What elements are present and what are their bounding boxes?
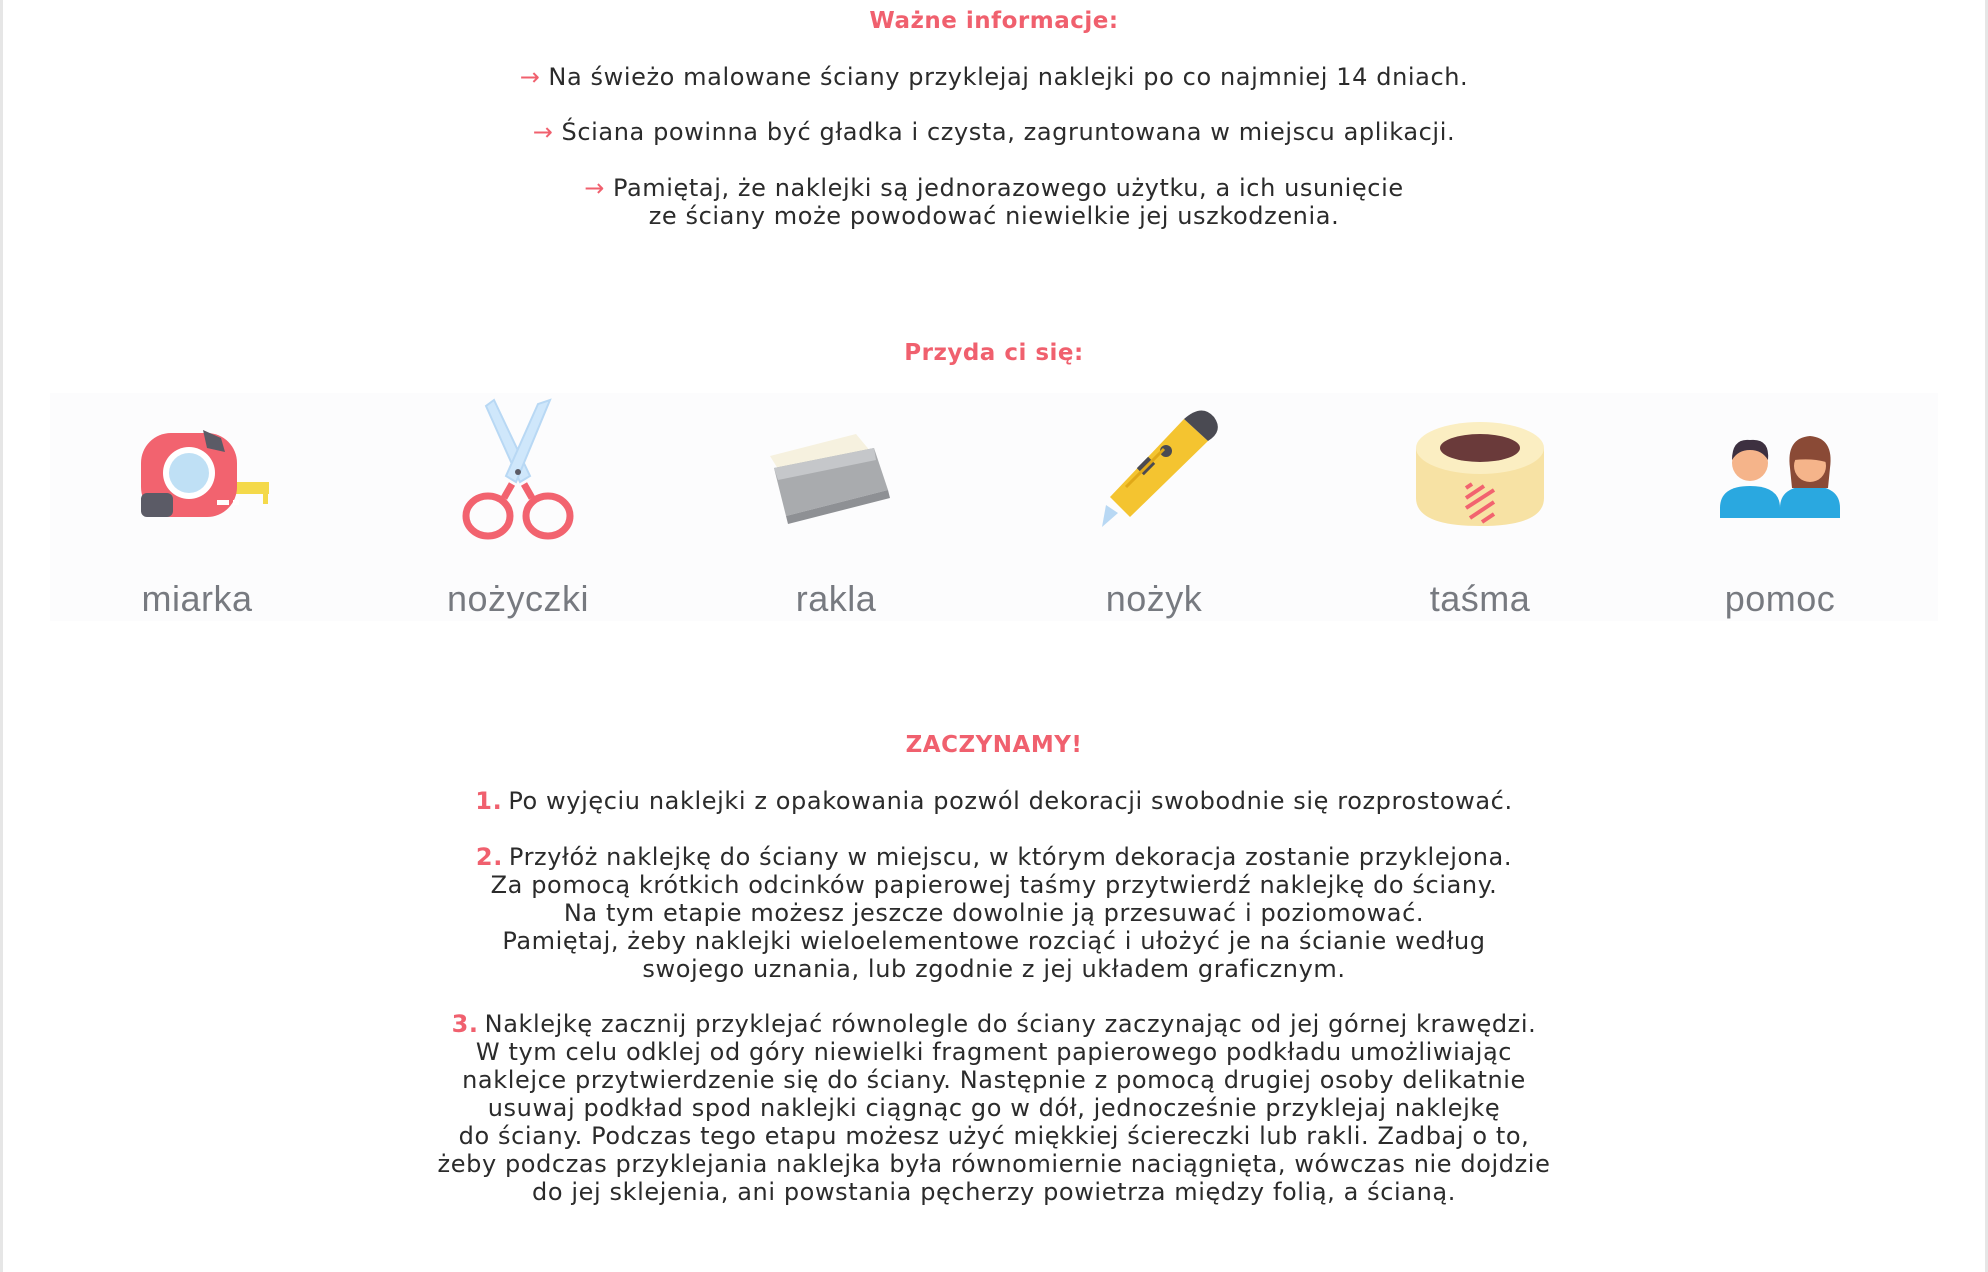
tape-measure-icon [117,408,277,538]
step-number: 2. [475,843,503,871]
tool-label: taśma [1429,578,1531,619]
tool-label: nożyk [1105,578,1203,619]
step-text: swojego uznania, lub zgodnie z jej układem graficznym. [642,955,1346,983]
step-text: naklejce przytwierdzenie się do ściany. Następnie z pomocą drugiej osoby delikatnie [462,1066,1526,1094]
step-3 [0,1010,1988,1206]
important-item-1 [0,63,1988,91]
start-section-title [0,732,1988,758]
step-text: Po wyjęciu naklejki z opakowania pozwól dekoracji swobodnie się rozprostować. [508,787,1513,815]
step-text: żeby podczas przyklejania naklejka była równomiernie naciągnięta, wówczas nie dojdzie [437,1150,1551,1178]
important-item-3 [0,174,1988,230]
important-item-text: Ściana powinna być gładka i czysta, zagruntowana w miejscu aplikacji. [561,118,1456,146]
important-section [0,8,1988,34]
step-text: Przyłóż naklejkę do ściany w miejscu, w którym dekoracja zostanie przyklejona. [508,843,1513,871]
start-heading: ZACZYNAMY! [905,732,1083,758]
step-text: do ściany. Podczas tego etapu możesz użyć miękkiej ściereczki lub rakli. Zadbaj o to, [458,1122,1530,1150]
step-text: Pamiętaj, żeby naklejki wieloelementowe rozciąć i ułożyć je na ścianie według [502,927,1486,955]
step-text: Naklejkę zacznij przyklejać równolegle do ściany zaczynając od jej górnej krawędzi. [484,1010,1537,1038]
step-text: W tym celu odklej od góry niewielki fragment papierowego podkładu umożliwiając [475,1038,1513,1066]
squeegee-icon [756,408,916,538]
step-number: 1. [475,787,503,815]
tool-miarka [87,393,307,621]
important-item-text: Na świeżo malowane ściany przyklejaj naklejki po co najmniej 14 dniach. [548,63,1469,91]
tools-section-title [0,340,1988,366]
scissors-icon [438,398,598,548]
tool-label: miarka [141,578,253,619]
arrow-icon: → [532,118,554,146]
step-text: do jej sklejenia, ani powstania pęcherzy powietrza między folią, a ścianą. [532,1178,1456,1206]
important-item-2 [0,118,1988,146]
tool-nozyczki [408,393,628,621]
step-1 [0,787,1988,815]
tool-label: rakla [795,578,877,619]
tool-label: pomoc [1724,578,1836,619]
utility-knife-icon [1074,401,1234,541]
step-text: usuwaj podkład spod naklejki ciągnąc go w dół, jednocześnie przyklejaj naklejkę [487,1094,1501,1122]
arrow-icon: → [584,174,605,202]
tape-roll-icon [1400,408,1560,538]
important-item-text: ze ściany może powodować niewielkie jej uszkodzenia. [648,202,1340,230]
tool-nozyk [1044,393,1264,621]
tool-label: nożyczki [446,578,590,619]
arrow-icon: → [519,63,541,91]
important-item-text: Pamiętaj, że naklejki są jednorazowego użytku, a ich usunięcie [612,174,1404,202]
important-heading: Ważne informacje: [869,8,1119,34]
tool-pomoc [1670,393,1890,621]
tool-rakla [726,393,946,621]
step-2 [0,843,1988,983]
tools-heading: Przyda ci się: [904,340,1084,366]
tools-grid [50,393,1938,621]
tool-tasma [1370,393,1590,621]
step-number: 3. [451,1010,479,1038]
two-people-icon [1700,408,1860,538]
step-text: Na tym etapie możesz jeszcze dowolnie ją przesuwać i poziomować. [563,899,1425,927]
step-text: Za pomocą krótkich odcinków papierowej taśmy przytwierdź naklejkę do ściany. [490,871,1498,899]
